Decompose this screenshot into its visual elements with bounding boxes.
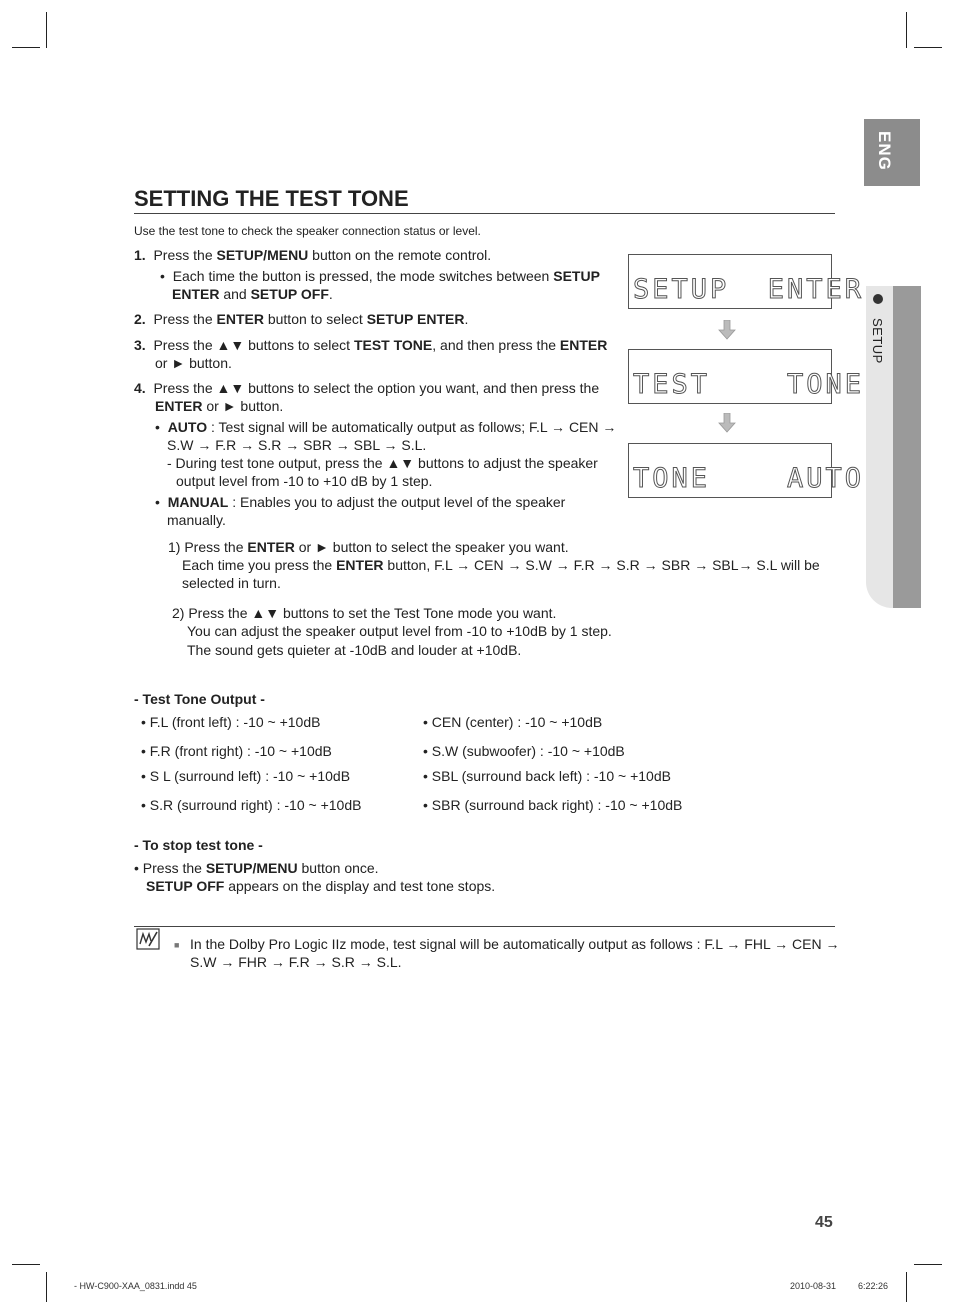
output-item: • S.R (surround right) : -10 ~ +10dB <box>141 797 362 813</box>
step-2: 2. Press the ENTER button to select SETUP ENTER. <box>134 311 469 327</box>
page-title: SETTING THE TEST TONE <box>134 186 409 211</box>
crop-mark <box>906 1272 907 1302</box>
crop-mark <box>46 1272 47 1302</box>
output-item: • SBL (surround back left) : -10 ~ +10dB <box>423 768 671 784</box>
note-text: In the Dolby Pro Logic IIz mode, test signal will be automatically output as follows : F.L → FHL → CEN → <box>190 936 840 952</box>
manual-step-2-cont: You can adjust the speaker output level from -10 to +10dB by 1 step. <box>187 623 612 639</box>
auto-option: • AUTO : Test signal will be automatically output as follows; F.L → CEN → <box>155 419 617 435</box>
title-rule <box>134 213 835 214</box>
page-number: 45 <box>815 1214 833 1231</box>
stop-instruction: • Press the SETUP/MENU button once. <box>134 860 379 876</box>
step-4-cont: ENTER or ► button. <box>155 398 284 414</box>
step-1-bullet-cont: ENTER and SETUP OFF. <box>172 286 333 302</box>
footer-filename: - HW-C900-XAA_0831.indd 45 <box>74 1281 197 1291</box>
note-icon <box>136 928 160 950</box>
note-rule <box>134 926 835 927</box>
section-tab-dark <box>893 286 921 608</box>
step-1: 1. Press the SETUP/MENU button on the remote control. <box>134 247 492 263</box>
step-number: 1. <box>134 247 146 263</box>
manual-step-2-cont2: The sound gets quieter at -10dB and louder at +10dB. <box>187 642 522 658</box>
output-item: • S.W (subwoofer) : -10 ~ +10dB <box>423 743 625 759</box>
auto-note: - During test tone output, press the ▲▼ buttons to adjust the speaker <box>167 455 598 471</box>
manual-step-1-cont2: selected in turn. <box>182 575 281 591</box>
note-text-cont: S.W → FHR → F.R → S.R → S.L. <box>190 954 402 970</box>
crop-mark <box>12 1264 40 1265</box>
language-label: ENG <box>875 131 894 171</box>
footer-time: 6:22:26 <box>858 1281 889 1291</box>
output-item: • F.L (front left) : -10 ~ +10dB <box>141 714 321 730</box>
crop-mark <box>914 1264 942 1265</box>
manual-option: • MANUAL : Enables you to adjust the output level of the speaker <box>155 494 566 510</box>
output-item: • SBR (surround back right) : -10 ~ +10dB <box>423 797 683 813</box>
manual-step-2: 2) Press the ▲▼ buttons to set the Test Tone mode you want. <box>172 605 557 621</box>
crop-mark <box>906 12 907 48</box>
section-label: SETUP <box>870 318 885 364</box>
crop-mark <box>46 12 47 48</box>
step-4: 4. Press the ▲▼ buttons to select the option you want, and then press the <box>134 380 600 396</box>
language-tab <box>864 119 920 186</box>
note-marker: ■ <box>174 940 180 950</box>
stop-heading: - To stop test tone - <box>134 837 263 853</box>
output-item: • CEN (center) : -10 ~ +10dB <box>423 714 603 730</box>
step-1-bullet: • Each time the button is pressed, the mode switches between SETUP <box>160 268 600 284</box>
footer-date: 2010-08-31 <box>790 1281 837 1291</box>
manual-step-1: 1) Press the ENTER or ► button to select the speaker you want. <box>168 539 569 555</box>
down-arrow-icon <box>718 320 736 340</box>
intro-text: Use the test tone to check the speaker connection status or level. <box>134 224 481 238</box>
step-3: 3. Press the ▲▼ buttons to select TEST TONE, and then press the ENTER <box>134 337 608 353</box>
down-arrow-icon <box>718 413 736 433</box>
lcd-display-tone-auto: TONE AUTO <box>628 443 832 498</box>
output-item: • S L (surround left) : -10 ~ +10dB <box>141 768 351 784</box>
stop-instruction-cont: SETUP OFF appears on the display and test tone stops. <box>146 878 496 894</box>
crop-mark <box>914 47 942 48</box>
lcd-display-setup-enter: SETUP ENTER <box>628 254 832 309</box>
crop-mark <box>12 47 40 48</box>
output-heading: - Test Tone Output - <box>134 691 265 707</box>
lcd-display-test-tone: TEST TONE <box>628 349 832 404</box>
step-3-cont: or ► button. <box>155 355 232 371</box>
output-item: • F.R (front right) : -10 ~ +10dB <box>141 743 332 759</box>
auto-sequence: S.W → F.R → S.R → SBR → SBL → S.L. <box>167 437 427 453</box>
manual-option-cont: manually. <box>167 512 226 528</box>
manual-step-1-cont: Each time you press the ENTER button, F.L → CEN → S.W → F.R → S.R → SBR → SBL→ S.L will be <box>182 557 820 573</box>
bullet-dot-icon <box>873 294 883 304</box>
auto-note-cont: output level from -10 to +10 dB by 1 step. <box>176 473 433 489</box>
